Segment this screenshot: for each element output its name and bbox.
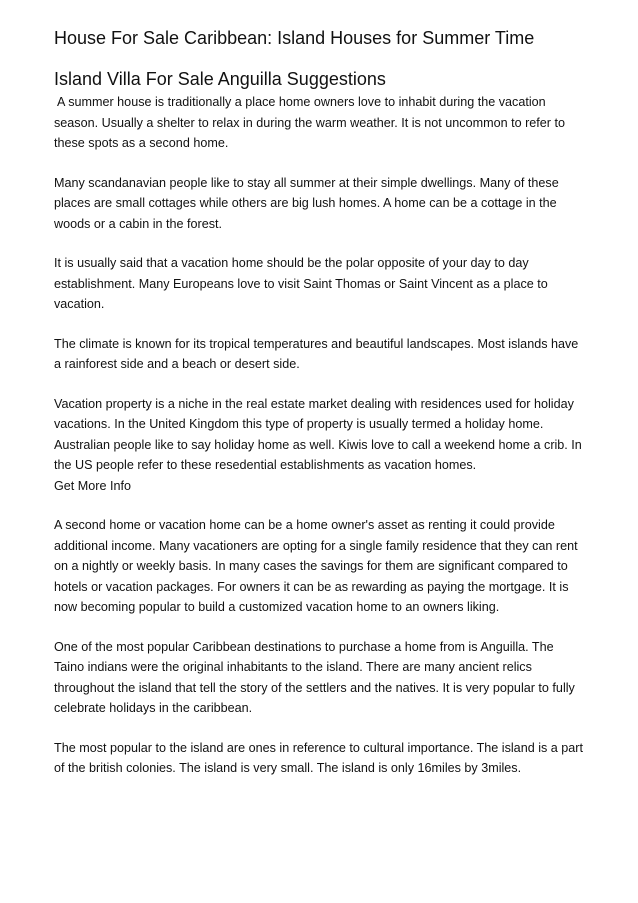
- paragraph-climate: The climate is known for its tropical temperatures and beautiful landscapes. Most islands have a rainforest side and a beach or desert side.: [54, 336, 579, 371]
- paragraph-anguilla: One of the most popular Caribbean destinations to purchase a home from is Anguilla. The Taino indians were the original inhabitants to the island. There are many ancient relics throughout the island that tell the story of the settlers and the natives. It is very popular to fully celebrate holidays in the caribbean.: [54, 639, 575, 715]
- document-subtitle: Island Villa For Sale Anguilla Suggestions: [54, 69, 386, 89]
- paragraph-summer-house: A summer house is traditionally a place home owners love to inhabit during the vacation season. Usually a shelter to relax in during the warm weather. It is not uncommon to refer to these spots as a second home.: [54, 95, 565, 150]
- document-page: [54, 26, 584, 798]
- paragraph-vacation-property: Vacation property is a niche in the real estate market dealing with residences used for holiday vacations. In the United Kingdom this type of property is usually termed a holiday home. Australian people like to say holiday home as well. Kiwis love to call a weekend home a crib. In the US people refer to these resedential establishments as vacation homes.: [54, 396, 582, 472]
- document-title: House For Sale Caribbean: Island Houses for Summer Time: [54, 28, 535, 48]
- get-more-info-link[interactable]: Get More Info: [54, 478, 131, 493]
- paragraph-scandanavian: Many scandanavian people like to stay all summer at their simple dwellings. Many of these places are small cottages while others are big lush homes. A home can be a cottage in the woods or a cabin in the forest.: [54, 175, 559, 231]
- paragraph-second-home: A second home or vacation home can be a home owner's asset as renting it could provide additional income. Many vacationers are opting for a single family residence that they can rent on a nightly or weekly basis. In many cases the savings for them are significant compared to hotels or vacation packages. For owners it can be as rewarding as paying the mortgage. It is now becoming popular to build a customized vacation home to an owners liking.: [54, 518, 578, 614]
- paragraph-island-size: The most popular to the island are ones in reference to cultural importance. The island is a part of the british colonies. The island is very small. The island is only 16miles by 3miles.: [54, 740, 583, 775]
- paragraph-polar-opposite: It is usually said that a vacation home should be the polar opposite of your day to day establishment. Many Europeans love to visit Saint Thomas or Saint Vincent as a place to vacation.: [54, 256, 548, 311]
